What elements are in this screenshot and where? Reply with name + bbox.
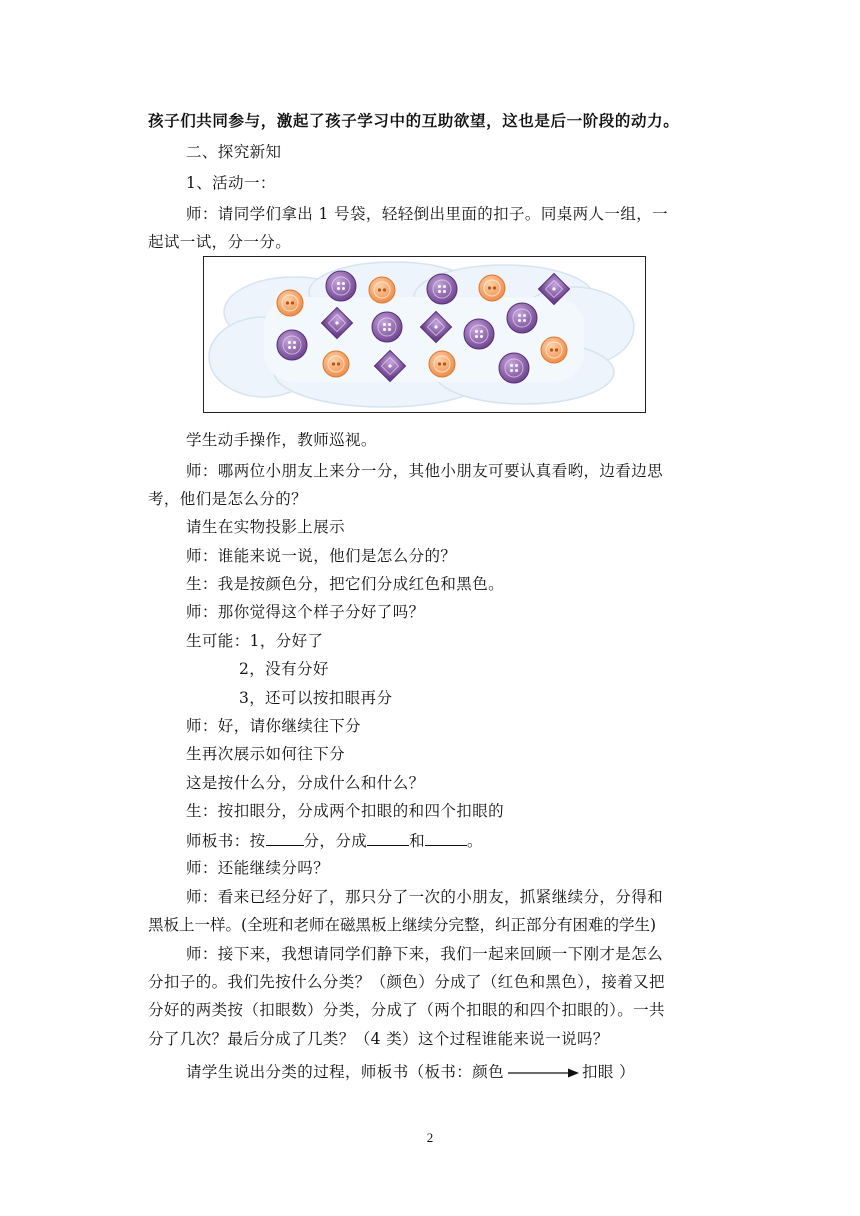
orange-button-icon <box>541 337 567 363</box>
orange-button-icon <box>277 290 303 316</box>
board-text: 。 <box>467 832 483 850</box>
board-text: 分，分成 <box>303 832 368 850</box>
paragraph-line: 起试一试，分一分。 <box>148 233 292 251</box>
paragraph-line: 分好的两类按（扣眼数）分类，分成了（两个扣眼的和四个扣眼的）。一共 <box>148 1001 665 1019</box>
paragraph-line: 师：看来已经分好了，那只分了一次的小朋友，抓紧继续分，分得和 <box>186 888 664 906</box>
activity-heading: 1、活动一： <box>186 174 276 192</box>
paragraph-line: 分扣子的。我们先按什么分类？（颜色）分成了（红色和黑色），接着又把 <box>148 973 665 991</box>
paragraph-line: 师：那你觉得这个样子分好了吗？ <box>186 603 425 621</box>
paragraph-line: 生可能：1，分好了 <box>186 632 324 650</box>
purple-button-icon <box>277 330 307 360</box>
intro-bold-line: 孩子们共同参与，激起了孩子学习中的互助欲望，这也是后一阶段的动力。 <box>148 112 680 130</box>
section-heading: 二、探究新知 <box>186 143 282 161</box>
purple-button-icon <box>507 303 537 333</box>
orange-button-icon <box>429 351 455 377</box>
paragraph-line: 师：好，请你继续往下分 <box>186 717 361 735</box>
paragraph-line: 这是按什么分，分成什么和什么？ <box>186 774 425 792</box>
board-text: 扣眼 ） <box>582 1063 636 1081</box>
board-fill-in-line <box>186 830 751 851</box>
paragraph-line: 师：哪两位小朋友上来分一分，其他小朋友可要认真看哟，边看边思 <box>186 462 664 480</box>
board-text: 师板书：按 <box>186 832 266 850</box>
orange-button-icon <box>323 351 349 377</box>
fill-blank <box>425 830 467 846</box>
paragraph-line: 生再次展示如何往下分 <box>186 745 346 763</box>
paragraph-line: 分了几次？最后分成了几类？（4 类）这个过程谁能来说一说吗？ <box>148 1030 609 1048</box>
purple-button-icon <box>427 274 457 304</box>
purple-button-icon <box>326 271 356 301</box>
arrow-right-icon <box>506 1067 580 1079</box>
paragraph-line: 黑板上一样。(全班和老师在磁黑板上继续分完整，纠正部分有困难的学生) <box>148 916 657 934</box>
purple-button-icon <box>372 312 402 342</box>
paragraph-line: 考，他们是怎么分的？ <box>148 490 308 508</box>
board-text: 请学生说出分类的过程，师板书（板书：颜色 <box>186 1063 505 1081</box>
cloud-fill <box>264 297 584 382</box>
paragraph-line: 学生动手操作，教师巡视。 <box>186 431 377 449</box>
paragraph-line: 生：我是按颜色分，把它们分成红色和黑色。 <box>186 575 505 593</box>
paragraph-line: 2，没有分好 <box>239 660 329 678</box>
buttons-illustration <box>203 256 646 413</box>
paragraph-line: 生：按扣眼分，分成两个扣眼的和四个扣眼的 <box>186 802 505 820</box>
orange-button-icon <box>479 275 505 301</box>
fill-blank <box>367 830 409 846</box>
board-summary-line <box>186 1062 751 1082</box>
board-text: 和 <box>409 832 426 850</box>
paragraph-line: 师：请同学们拿出 1 号袋，轻轻倒出里面的扣子。同桌两人一组，一 <box>186 205 669 223</box>
paragraph-line: 师：还能继续分吗？ <box>186 859 330 877</box>
orange-button-icon <box>369 277 395 303</box>
fill-blank <box>266 830 304 846</box>
paragraph-line: 师：接下来，我想请同学们静下来，我们一起来回顾一下刚才是怎么 <box>186 945 664 963</box>
paragraph-line: 师：谁能来说一说，他们是怎么分的？ <box>186 547 457 565</box>
paragraph-line: 3，还可以按扣眼再分 <box>239 689 393 707</box>
purple-button-icon <box>499 353 529 383</box>
purple-button-icon <box>464 319 494 349</box>
page-number: 2 <box>426 1130 434 1145</box>
buttons-figure-svg <box>204 257 645 412</box>
paragraph-line: 请生在实物投影上展示 <box>186 518 346 536</box>
